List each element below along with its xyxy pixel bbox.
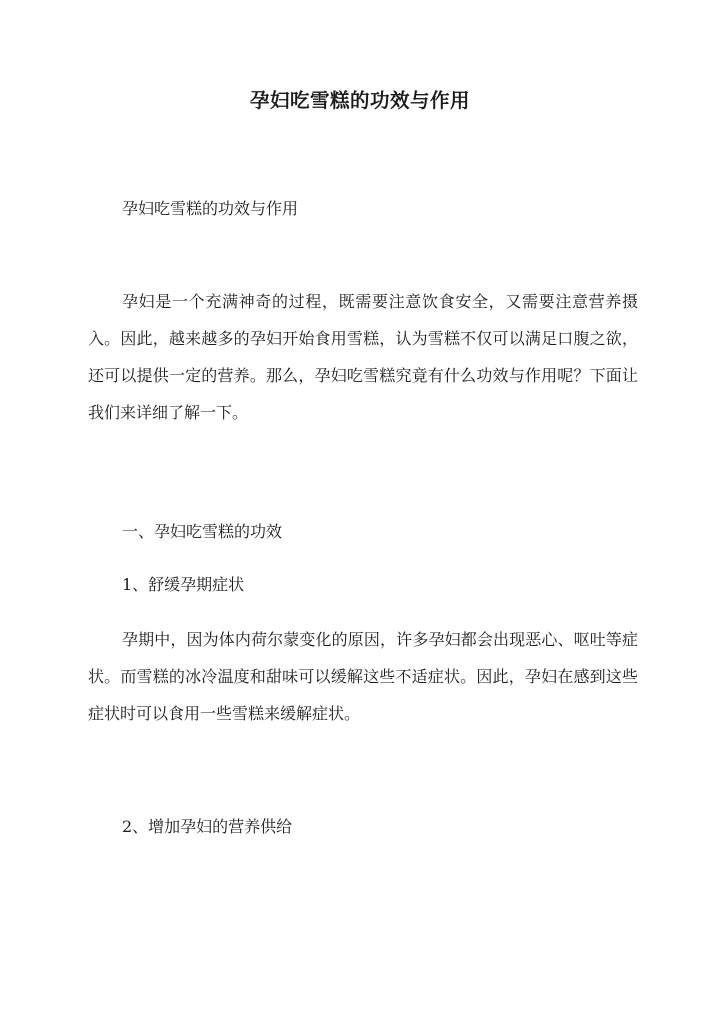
item-heading-nutrition: 2、增加孕妇的营养供给	[122, 817, 293, 836]
document-title: 孕妇吃雪糕的功效与作用	[249, 89, 470, 112]
section-heading-benefits: 一、孕妇吃雪糕的功效	[122, 522, 283, 541]
item-body-relieve-symptoms: 孕期中，因为体内荷尔蒙变化的原因，许多孕妇都会出现恶心、呕吐等症状。而雪糕的冰冷温度和甜味可以缓解这些不适症状。因此，孕妇在感到这些症状时可以食用一些雪糕来缓解症状。	[88, 630, 638, 723]
item-heading-relieve-symptoms: 1、舒缓孕期症状	[122, 575, 245, 594]
intro-paragraph: 孕妇是一个充满神奇的过程，既需要注意饮食安全，又需要注意营养摄入。因此，越来越多的孕妇开始食用雪糕，认为雪糕不仅可以满足口腹之欲，还可以提供一定的营养。那么，孕妇吃雪糕究竟有什么功效与作用呢？下面让我们来详细了解一下。	[88, 292, 638, 422]
document-subtitle: 孕妇吃雪糕的功效与作用	[122, 199, 299, 218]
